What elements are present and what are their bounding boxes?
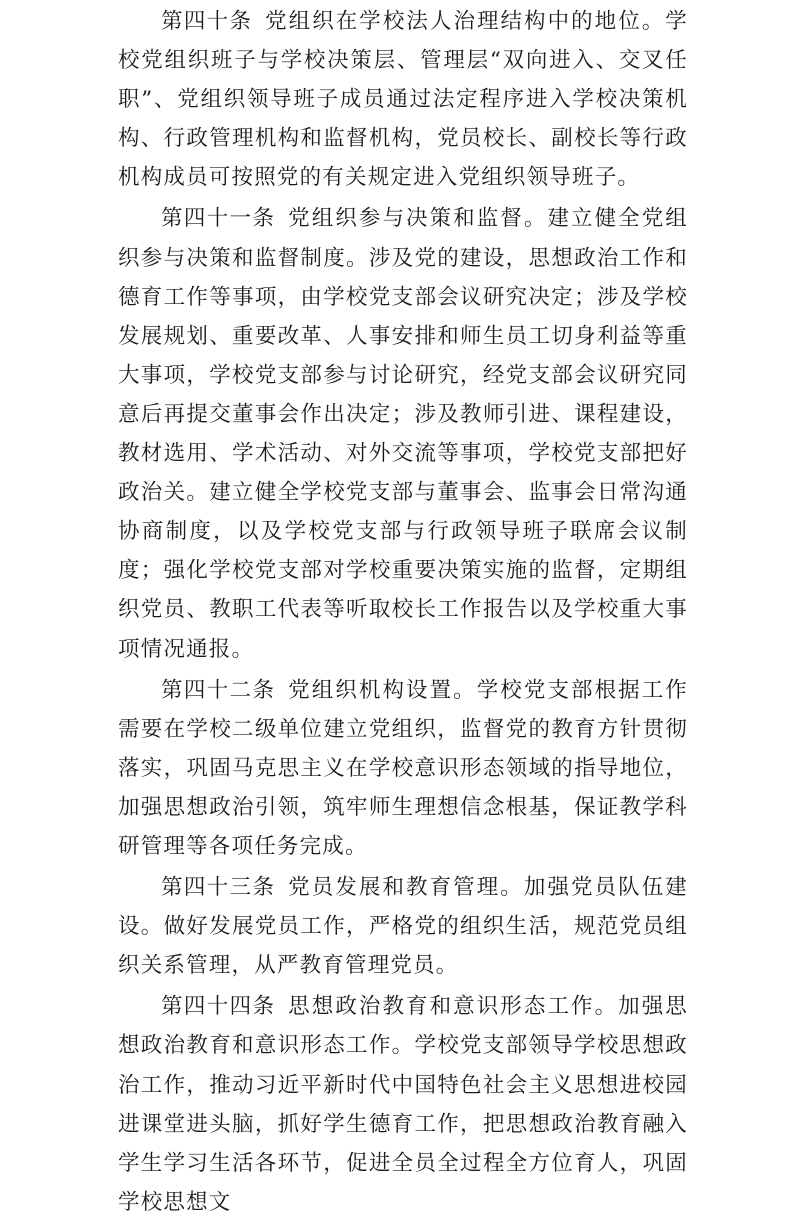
- article-number: 第四十一条: [161, 206, 276, 232]
- document-page: [118, 0, 688, 1222]
- article-text: 思想政治教育和意识形态工作。加强思想政治教育和意识形态工作。学校党支部领导学校思想政治工作，推动习近平新时代中国特色社会主义思想进校园进课堂进头脑，抓好学生德育工作，把思想政治教育融入学生学习生活各环节，促进全员全过程全方位育人，巩固学校思想文: [118, 994, 688, 1215]
- article-43: [118, 866, 688, 985]
- article-text: 党组织机构设置。学校党支部根据工作需要在学校二级单位建立党组织，监督党的教育方针贯彻落实，巩固马克思主义在学校意识形态领域的指导地位，加强思想政治引领，筑牢师生理想信念根基，保证教学科研管理等各项任务完成。: [118, 677, 688, 859]
- article-number: 第四十三条: [161, 875, 276, 901]
- article-42: [118, 669, 688, 866]
- article-41: [118, 197, 688, 668]
- article-text: 党组织在学校法人治理结构中的地位。学校党组织班子与学校决策层、管理层“双向进入、交叉任职”、党组织领导班子成员通过法定程序进入学校决策机构、行政管理机构和监督机构，党员校长、副校长等行政机构成员可按照党的有关规定进入党组织领导班子。: [118, 9, 688, 191]
- article-number: 第四十二条: [161, 677, 276, 703]
- article-40: [118, 0, 688, 197]
- article-number: 第四十四条: [161, 994, 276, 1020]
- article-number: 第四十条: [161, 9, 253, 34]
- article-text: 党员发展和教育管理。加强党员队伍建设。做好发展党员工作，严格党的组织生活，规范党员组织关系管理，从严教育管理党员。: [118, 875, 688, 979]
- article-text: 党组织参与决策和监督。建立健全党组织参与决策和监督制度。涉及党的建设，思想政治工作和德育工作等事项，由学校党支部会议研究决定；涉及学校发展规划、重要改革、人事安排和师生员工切身利益等重大事项，学校党支部参与讨论研究，经党支部会议研究同意后再提交董事会作出决定；涉及教师引进、课程建设，教材选用、学术活动、对外交流等事项，学校党支部把好政治关。建立健全学校党支部与董事会、监事会日常沟通协商制度，以及学校党支部与行政领导班子联席会议制度；强化学校党支部对学校重要决策实施的监督，定期组织党员、教职工代表等听取校长工作报告以及学校重大事项情况通报。: [118, 206, 688, 662]
- article-44: [118, 985, 688, 1222]
